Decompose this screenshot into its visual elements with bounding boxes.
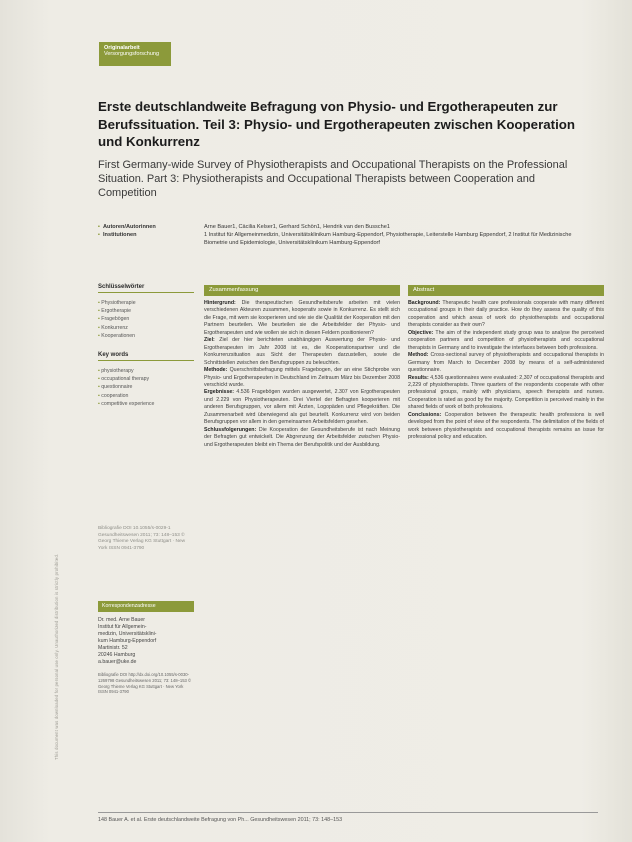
abs-label: Objective: — [408, 329, 434, 336]
keyword-en: ▪ questionnaire — [98, 383, 194, 391]
abs-text: Cooperation between the therapeutic health professions is well developed from the point of view of the respondents. The delimitation of the fields of work between physiotherapists and occupational therapists remains an issue for professional policy and education. — [408, 411, 604, 441]
address-line: Martinistr. 52 — [98, 645, 128, 651]
zf-label: Schlussfolgerungen: — [204, 426, 257, 433]
zf-label: Ziel: — [204, 337, 215, 344]
authors-value: Arne Bauer1, Cäcilia Kelser1, Gerhard Schön1, Hendrik van den Bussche1 — [204, 224, 390, 230]
abs-text: 4,536 questionnaires were evaluated: 2,307 of occupational therapists and 2,229 of physiotherapists. Three quarters of the respondents cooperate with other professional groups, mainly with physicians, speech therapists and nurses. Cooperation is rated as good by the majority. Competition is perceived mainly in the shared fields of work of both professions. — [408, 374, 604, 411]
footer-left: 148 Bauer A. et al. Erste deutschlandweite Befragung von Ph... Gesundheitswesen 2011; 73: 148–153 — [98, 817, 343, 823]
keyword-de: ▪ Ergotherapie — [98, 307, 194, 315]
abs-label: Results: — [408, 374, 429, 381]
address-line: Dr. med. Arne Bauer — [98, 617, 145, 623]
zusammenfassung-body — [204, 300, 400, 449]
zf-text: Ziel der hier berichteten unabhängigen Auswertung der Physio- und Ergotherapeuten im Jahr 2008 ist es, die Kooperationspartner und die Konkurrenzsituation aus Sicht der Therapeuten darzustellen, sowie die Schnittstellen zwischen den Berufsgruppen zu beleuchten. — [204, 337, 400, 366]
correspondence-address — [98, 617, 194, 695]
keywords-de-list — [98, 299, 194, 340]
abs-label: Background: — [408, 300, 441, 306]
zf-paragraph — [204, 389, 400, 426]
keyword-de: ▪ Kooperationen — [98, 332, 194, 340]
zf-paragraph — [204, 337, 400, 367]
abstract-body — [408, 300, 604, 442]
keyword-de: ▪ Konkurrenz — [98, 324, 194, 332]
correspondence-heading: Korrespondenzadresse — [98, 601, 194, 612]
address-line: 20246 Hamburg — [98, 652, 136, 658]
article-title: Erste deutschlandweite Befragung von Physio- und Ergotherapeuten zur Berufssituation. Teil 3: Physio- und Ergotherapeuten zwischen Kooperation und Konkurrenz — [98, 99, 576, 149]
zusammenfassung-heading: Zusammenfassung — [204, 285, 400, 296]
zf-paragraph — [204, 367, 400, 389]
abs-paragraph — [408, 330, 604, 352]
keyword-de: ▪ Fragebögen — [98, 315, 194, 323]
correspondence-bibliography: Bibliografie DOI http://dx.doi.org/10.1055/s-0030-1269798 Gesundheitswesen 2011; 73: 148–153 © Georg Thieme Verlag KG Stuttgart · New York ISSN 0941-3790 — [98, 672, 192, 695]
abstract-column — [408, 285, 604, 442]
keyword-en: ▪ competitive experience — [98, 400, 194, 408]
abs-label: Method: — [408, 352, 429, 359]
keywords-en-list — [98, 367, 194, 408]
article-subtitle: First Germany-wide Survey of Physiotherapists and Occupational Therapists on the Professional Situation. Part 3: Physiotherapists and Occupational Therapists between Cooperation and Competition — [98, 159, 568, 199]
zf-paragraph — [204, 300, 400, 337]
abs-text: The aim of the independent study group was to analyse the perceived cooperation partners and competition of physiotherapists and occupational therapists in Germany and to investigate the interfaces between both professions. — [408, 329, 604, 351]
zf-text: Die therapeutischen Gesundheitsberufe arbeiten mit vielen verschiedenen Akteuren zusammen, kooperativ sowie in Konkurrenz. Es stellt sich die Frage, mit wem sie kooperieren und wie sie die Qualität der Kooperation mit den Partnern beurteilen. Wie beurteilen sie die Arbeitsfelder der Physio- und Ergotherapeuten und wie wollen sie sich in diesen Feldern positionieren? — [204, 300, 400, 336]
address-line: kum Hamburg-Eppendorf — [98, 638, 157, 644]
keyword-en: ▪ physiotherapy — [98, 367, 194, 375]
abs-paragraph — [408, 300, 604, 330]
address-line: medizin, Universitätsklini- — [98, 631, 157, 637]
keyword-de: ▪ Physiotherapie — [98, 299, 194, 307]
zf-label: Methode: — [204, 367, 228, 374]
zf-text: Querschnittsbefragung mittels Fragebogen, der an eine Stichprobe von Physio- und Ergotherapeuten in Deutschland im Zeitraum März bis Dezember 2008 verschickt wurde. — [204, 367, 400, 388]
abs-paragraph — [408, 375, 604, 412]
zf-text: Die Kooperation der Gesundheitsberufe ist nach Meinung der Befragten gut entwickelt. Die Abgrenzung der Arbeitsfelder zwischen Physio- und Ergotherapeuten bleibt ein Thema der Berufspolitik und der Ausbildung. — [204, 426, 400, 448]
abs-paragraph — [408, 412, 604, 442]
abstract-heading: Abstract — [408, 285, 604, 296]
institutions-label: ▪ Institutionen — [98, 232, 208, 240]
abs-text: Cross-sectional survey of physiotherapists and occupational therapists in Germany from March to December 2008 by means of a self-administered questionnaire. — [408, 352, 604, 374]
abs-text: Therapeutic health care professionals cooperate with many different occupational groups in their daily practice. How do they assess the quality of this cooperation and which areas of work do physiotherapists and occupational therapists consider as their own? — [408, 300, 604, 329]
page-footer — [98, 817, 598, 823]
badge-line-2: Versorgungsforschung — [104, 51, 160, 57]
keyword-en: ▪ cooperation — [98, 392, 194, 400]
footer-rule — [98, 812, 598, 813]
abs-label: Conclusions: — [408, 411, 442, 418]
keywords-sidebar — [98, 284, 194, 552]
zusammenfassung-column — [204, 285, 400, 449]
email-address[interactable]: a.bauer@uke.de — [98, 659, 137, 665]
side-watermark-text: This document was downloaded for personal use only. Unauthorized distribution is strictly prohibited. — [54, 553, 59, 760]
keywords-en-heading: Key words — [98, 352, 194, 361]
abs-paragraph — [408, 352, 604, 374]
keywords-de-heading: Schlüsselwörter — [98, 284, 194, 293]
bibliography-note: Bibliografie DOI 10.1055/s-0029-1 Gesundheitswesen 2011; 73: 148–153 © Georg Thieme Verlag KG Stuttgart · New York ISSN 0941-3790 — [98, 526, 186, 551]
badge-line-1: Originalarbeit — [104, 45, 140, 51]
zf-label: Hintergrund: — [204, 300, 236, 306]
article-type-badge — [99, 42, 171, 66]
address-line: Institut für Allgemein- — [98, 624, 147, 630]
zf-label: Ergebnisse: — [204, 389, 235, 396]
zf-paragraph — [204, 427, 400, 449]
zf-text: 4.536 Fragebögen wurden ausgewertet, 2.307 von Ergotherapeuten und 2.229 von Physiotherapeuten. Drei Viertel der Befragten kooperieren mit anderen Berufsgruppen, vor allem mit Ärzten, Logopäden und Pflegekräften. Die Zusammenarbeit wird überwiegend als gut beurteilt. Konkurrenz wird von beiden Berufsgruppen vor allem in den gemeinsamen Arbeitsfeldern gesehen. — [204, 389, 400, 426]
authors-label: ▪ Autoren/Autorinnen — [98, 224, 208, 232]
keyword-en: ▪ occupational therapy — [98, 375, 194, 383]
institutions-value: 1 Institut für Allgemeinmedizin, Universitätsklinikum Hamburg-Eppendorf, Physiotherapie, Leiterstelle Hamburg Eppendorf, 2 Institut für Medizinische Biometrie und Epidemiologie, Universitätsklinikum Hamburg-Eppendorf — [204, 232, 572, 246]
